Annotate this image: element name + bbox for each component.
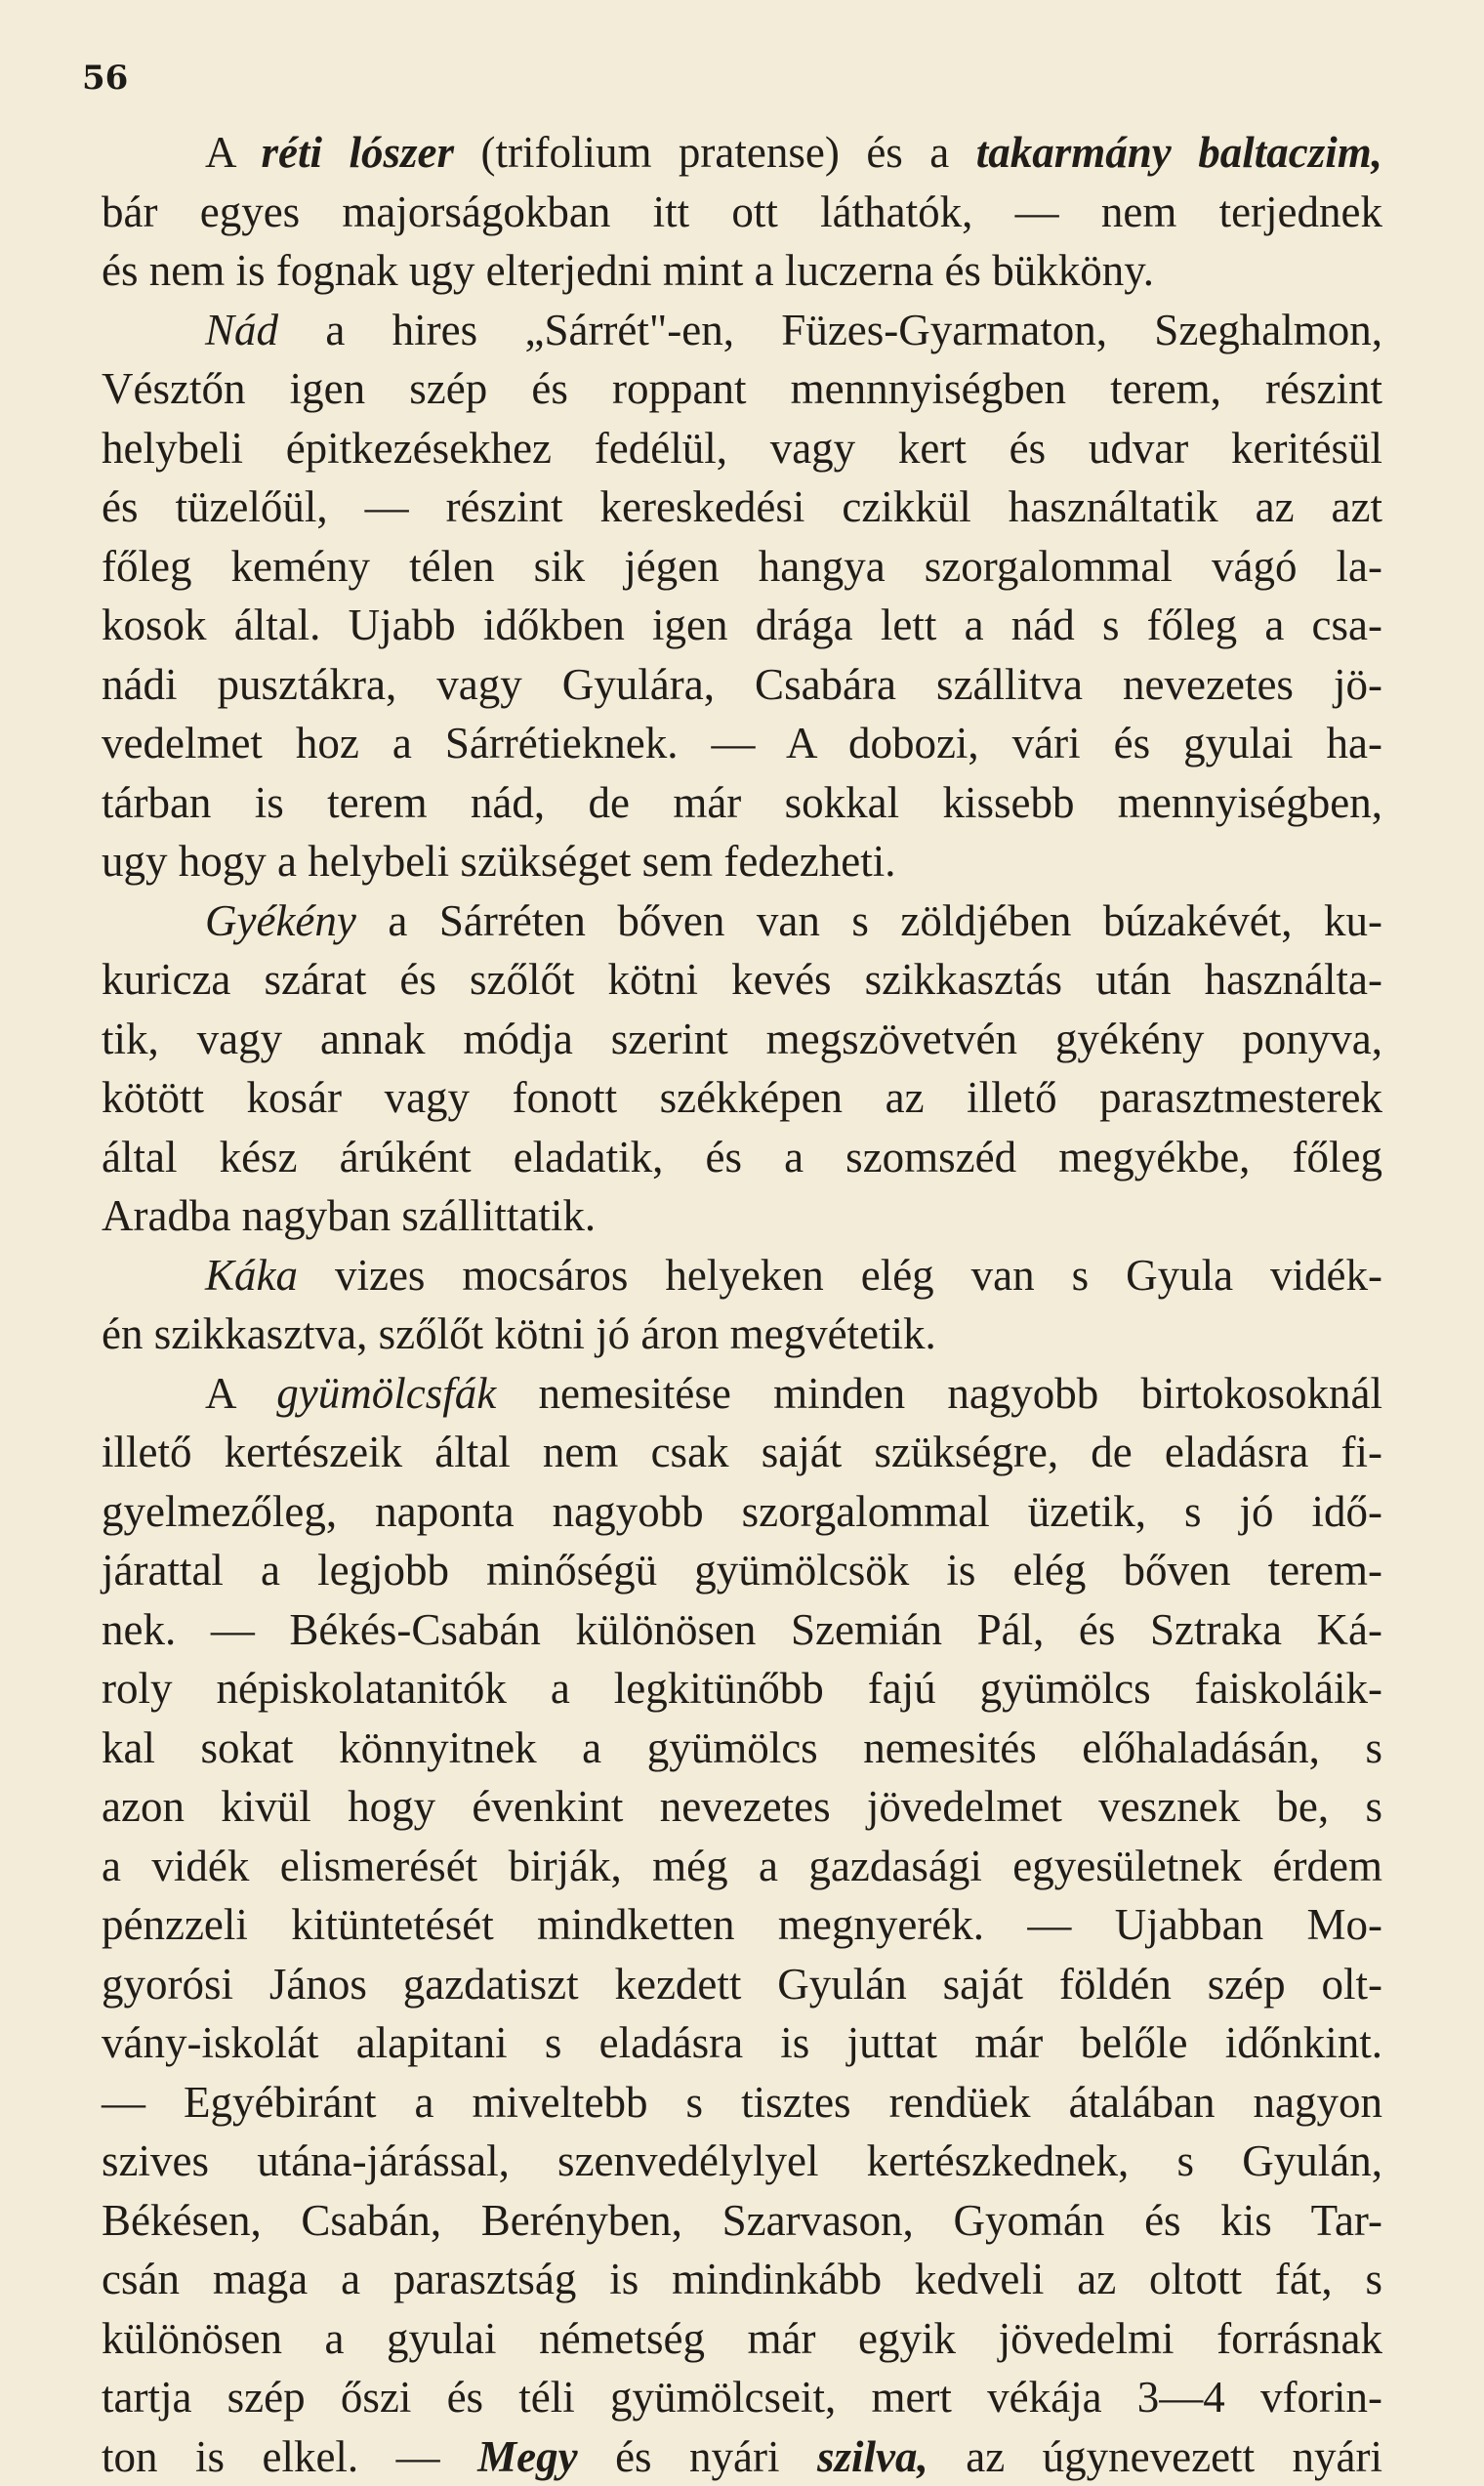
text-line — [102, 950, 1382, 1010]
text-run: illető kertészeik által nem csak saját szükségre, de eladásra fi- — [102, 1428, 1382, 1476]
text-run: A — [205, 128, 262, 177]
text-run: kuricza szárat és szőlőt kötni kevés szikkasztás után használta- — [102, 955, 1382, 1004]
text-run: tárban is terem nád, de már sokkal kissebb mennyiségben, — [102, 778, 1382, 827]
text-line — [102, 2427, 1382, 2486]
text-line — [102, 1659, 1382, 1719]
text-run: azon kivül hogy évenkint nevezetes jövedelmet vesznek be, s — [102, 1782, 1382, 1831]
text-run: gyelmezőleg, naponta nagyobb szorgalommal üzetik, s jó idő- — [102, 1487, 1382, 1536]
text-line — [102, 477, 1382, 537]
text-line — [102, 1955, 1382, 2014]
body-text — [102, 123, 1382, 2486]
text-line — [102, 1186, 1382, 1246]
text-run: A — [205, 1369, 276, 1418]
text-run: kötött kosár vagy fonott székképen az illető parasztmesterek — [102, 1073, 1382, 1122]
text-line — [102, 773, 1382, 833]
text-run: nek. — Békés-Csabán különösen Szemián Pál, és Sztraka Ká- — [102, 1605, 1382, 1654]
text-run: vedelmet hoz a Sárrétieknek. — A dobozi, vári és gyulai ha- — [102, 719, 1382, 767]
text-run: tik, vagy annak módja szerint megszövetvén gyékény ponyva, — [102, 1015, 1382, 1063]
text-line — [102, 359, 1382, 419]
text-line — [102, 2191, 1382, 2251]
text-line — [102, 1541, 1382, 1600]
text-run: a Sárréten bőven van s zöldjében búzakévét, ku- — [356, 896, 1382, 945]
text-line — [102, 419, 1382, 478]
text-run: főleg kemény télen sik jégen hangya szorgalommal vágó la- — [102, 542, 1382, 591]
text-line — [102, 1423, 1382, 1482]
text-run: és nyári — [578, 2432, 817, 2481]
text-line — [102, 1010, 1382, 1069]
text-run: által kész árúként eladatik, és a szomszéd megyékbe, főleg — [102, 1133, 1382, 1181]
text-run: ton is elkel. — — [102, 2432, 477, 2481]
emphasized-term: gyümölcsfák — [276, 1369, 496, 1418]
text-line — [102, 832, 1382, 891]
emphasized-term: réti lószer — [262, 128, 455, 177]
text-line — [102, 1246, 1382, 1305]
text-run: különösen a gyulai németség már egyik jövedelmi forrásnak — [102, 2314, 1382, 2363]
text-line — [102, 1364, 1382, 1424]
text-run: tartja szép őszi és téli gyümölcseit, mert vékája 3—4 vforin- — [102, 2373, 1382, 2422]
text-line — [102, 2368, 1382, 2427]
text-line — [102, 1895, 1382, 1955]
emphasized-term: takarmány baltaczim, — [976, 128, 1382, 177]
text-line — [102, 1719, 1382, 1778]
text-run: és nem is fognak ugy elterjedni mint a luczerna és bükköny. — [102, 246, 1154, 295]
text-line — [102, 1128, 1382, 1187]
text-run: és tüzelőül, — részint kereskedési czikkül használtatik az azt — [102, 482, 1382, 531]
text-run: Aradba nagyban szállittatik. — [102, 1191, 596, 1240]
text-run: nádi pusztákra, vagy Gyulára, Csabára szállitva nevezetes jö- — [102, 660, 1382, 709]
text-line — [102, 596, 1382, 655]
text-run: az úgynevezett nyári — [928, 2432, 1382, 2481]
text-line — [102, 1777, 1382, 1837]
text-line — [102, 2073, 1382, 2133]
text-run: roly népiskolatanitók a legkitünőbb fajú gyümölcs faiskoláik- — [102, 1664, 1382, 1713]
text-line — [102, 301, 1382, 360]
text-line — [102, 183, 1382, 242]
text-line — [102, 2250, 1382, 2309]
text-run: a vidék elismerését birják, még a gazdasági egyesületnek érdem — [102, 1842, 1382, 1890]
text-run: kosok által. Ujabb időkben igen drága lett a nád s főleg a csa- — [102, 601, 1382, 649]
text-line — [102, 1068, 1382, 1128]
emphasized-term: Káka — [205, 1251, 298, 1300]
text-run: Békésen, Csabán, Berényben, Szarvason, Gyomán és kis Tar- — [102, 2196, 1382, 2245]
text-run: csán maga a parasztság is mindinkább kedveli az oltott fát, s — [102, 2255, 1382, 2303]
emphasized-term: szilva, — [817, 2432, 928, 2481]
text-line — [102, 1305, 1382, 1364]
text-run: vizes mocsáros helyeken elég van s Gyula vidék- — [298, 1251, 1382, 1300]
text-run: helybeli épitkezésekhez fedélül, vagy kert és udvar keritésül — [102, 424, 1382, 473]
text-line — [102, 1600, 1382, 1660]
text-line — [102, 2013, 1382, 2073]
emphasized-term: Gyékény — [205, 896, 356, 945]
text-run: pénzzeli kitüntetését mindketten megnyerék. — Ujabban Mo- — [102, 1900, 1382, 1949]
text-run: én szikkasztva, szőlőt kötni jó áron megvétetik. — [102, 1309, 936, 1358]
text-line — [102, 655, 1382, 715]
text-run: járattal a legjobb minőségü gyümölcsök is elég bőven terem- — [102, 1546, 1382, 1595]
text-run: vány-iskolát alapitani s eladásra is juttat már belőle időnkint. — [102, 2018, 1382, 2067]
text-line — [102, 241, 1382, 301]
text-run: bár egyes majorságokban itt ott láthatók, — nem terjednek — [102, 187, 1382, 236]
text-run: kal sokat könnyitnek a gyümölcs nemesités előhaladásán, s — [102, 1723, 1382, 1772]
text-run: nemesitése minden nagyobb birtokosoknál — [496, 1369, 1382, 1418]
text-line — [102, 891, 1382, 951]
text-run: gyorósi János gazdatiszt kezdett Gyulán saját földén szép olt- — [102, 1960, 1382, 2009]
text-line — [102, 2132, 1382, 2191]
text-line — [102, 123, 1382, 183]
text-run: — Egyébiránt a miveltebb s tisztes rendüek átalában nagyon — [102, 2078, 1382, 2127]
text-run: szives utána-járással, szenvedélylyel kertészkednek, s Gyulán, — [102, 2136, 1382, 2185]
emphasized-term: Nád — [205, 306, 278, 354]
text-line — [102, 537, 1382, 597]
emphasized-term: Megy — [477, 2432, 577, 2481]
text-line — [102, 1482, 1382, 1542]
page-number: 56 — [82, 59, 128, 98]
text-run: (trifolium pratense) és a — [454, 128, 976, 177]
text-run: Vésztőn igen szép és roppant mennnyiségben terem, részint — [102, 364, 1382, 413]
text-run: ugy hogy a helybeli szükséget sem fedezheti. — [102, 837, 896, 886]
text-line — [102, 1837, 1382, 1896]
text-run: a hires „Sárrét"-en, Füzes-Gyarmaton, Szeghalmon, — [278, 306, 1382, 354]
text-line — [102, 714, 1382, 773]
text-line — [102, 2309, 1382, 2369]
